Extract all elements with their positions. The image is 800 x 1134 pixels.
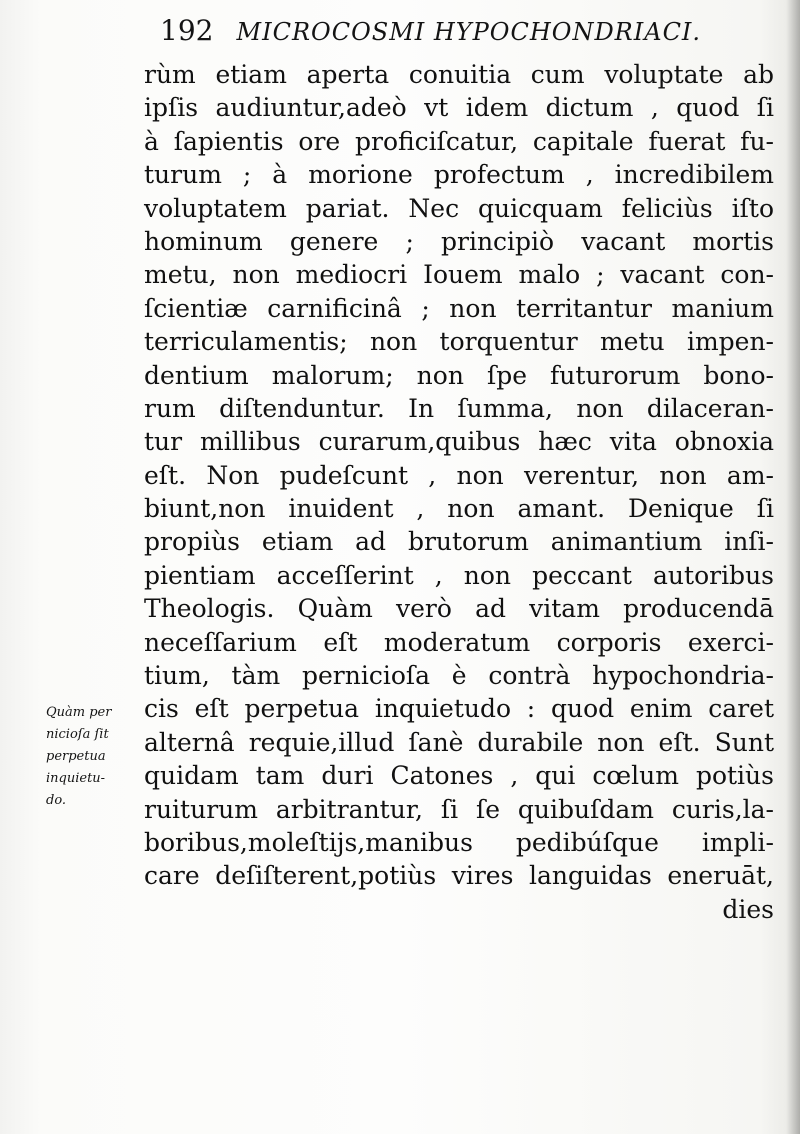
text-line: ruiturum arbitrantur, ſi ſe quibuſdam curis,la-	[144, 794, 774, 824]
text-line: terriculamentis; non torquentur metu impen-	[144, 327, 774, 357]
running-title: MICROCOSMI HYPOCHONDRIACI.	[236, 18, 702, 46]
text-line: à ſapientis ore proficiſcatur, capitale fuerat fu-	[144, 126, 774, 156]
text-line: dentium malorum; non ſpe futurorum bono-	[144, 360, 774, 390]
text-line: rum diſtenduntur. In ſumma, non dilaceran-	[144, 393, 774, 423]
text-line: eſt. Non pudeſcunt , non verentur, non am-	[144, 460, 774, 490]
marginal-note	[46, 702, 138, 812]
text-line: Theologis. Quàm verò ad vitam producendā	[144, 594, 774, 624]
text-line: turum ; à morione profectum , incredibilem	[144, 160, 774, 190]
marginal-note-line: do.	[46, 793, 67, 808]
text-line: care deſiſterent,potiùs vires languidas eneruāt,	[144, 861, 774, 891]
text-line: quidam tam duri Catones , qui cœlum potiùs	[144, 761, 774, 791]
text-line: propiùs etiam ad brutorum animantium inſi-	[144, 527, 774, 557]
text-line: ipſis audiuntur,adeò vt idem dictum , quod ſi	[144, 93, 774, 123]
marginal-note-line: inquietu-	[46, 771, 106, 786]
text-line: rùm etiam aperta conuitia cum voluptate ab	[144, 60, 774, 89]
text-line: biunt,non inuident , non amant. Denique ſi	[144, 494, 774, 524]
running-header	[160, 14, 701, 54]
text-line: tur millibus curarum,quibus hæc vita obnoxia	[144, 427, 774, 457]
marginal-note-line: perpetua	[46, 749, 106, 764]
text-line: ſcientiæ carnificinâ ; non territantur manium	[144, 293, 774, 323]
text-line: cis eſt perpetua inquietudo : quod enim caret	[144, 694, 774, 724]
text-line: alternâ requie,illud ſanè durabile non eſt. Sunt	[144, 727, 774, 757]
catchword: dies	[722, 894, 774, 924]
text-line: boribus,moleſtijs,manibus pedibúſque impli-	[144, 827, 774, 857]
text-line: pientiam acceſſerint , non peccant autoribus	[144, 560, 774, 590]
text-line: metu, non mediocri Iouem malo ; vacant con-	[144, 260, 774, 290]
marginal-note-line: nicioſa ſit	[46, 727, 109, 742]
body-text	[144, 58, 774, 926]
text-line: hominum genere ; principiò vacant mortis	[144, 226, 774, 256]
text-line: tium, tàm pernicioſa è contrà hypochondria-	[144, 661, 774, 691]
binding-shadow	[786, 0, 800, 1134]
marginal-note-line: Quàm per	[46, 705, 112, 720]
text-line: voluptatem pariat. Nec quicquam feliciùs iſto	[144, 193, 774, 223]
page-number: 192	[160, 14, 214, 47]
text-line: neceſſarium eſt moderatum corporis exerci-	[144, 627, 774, 657]
